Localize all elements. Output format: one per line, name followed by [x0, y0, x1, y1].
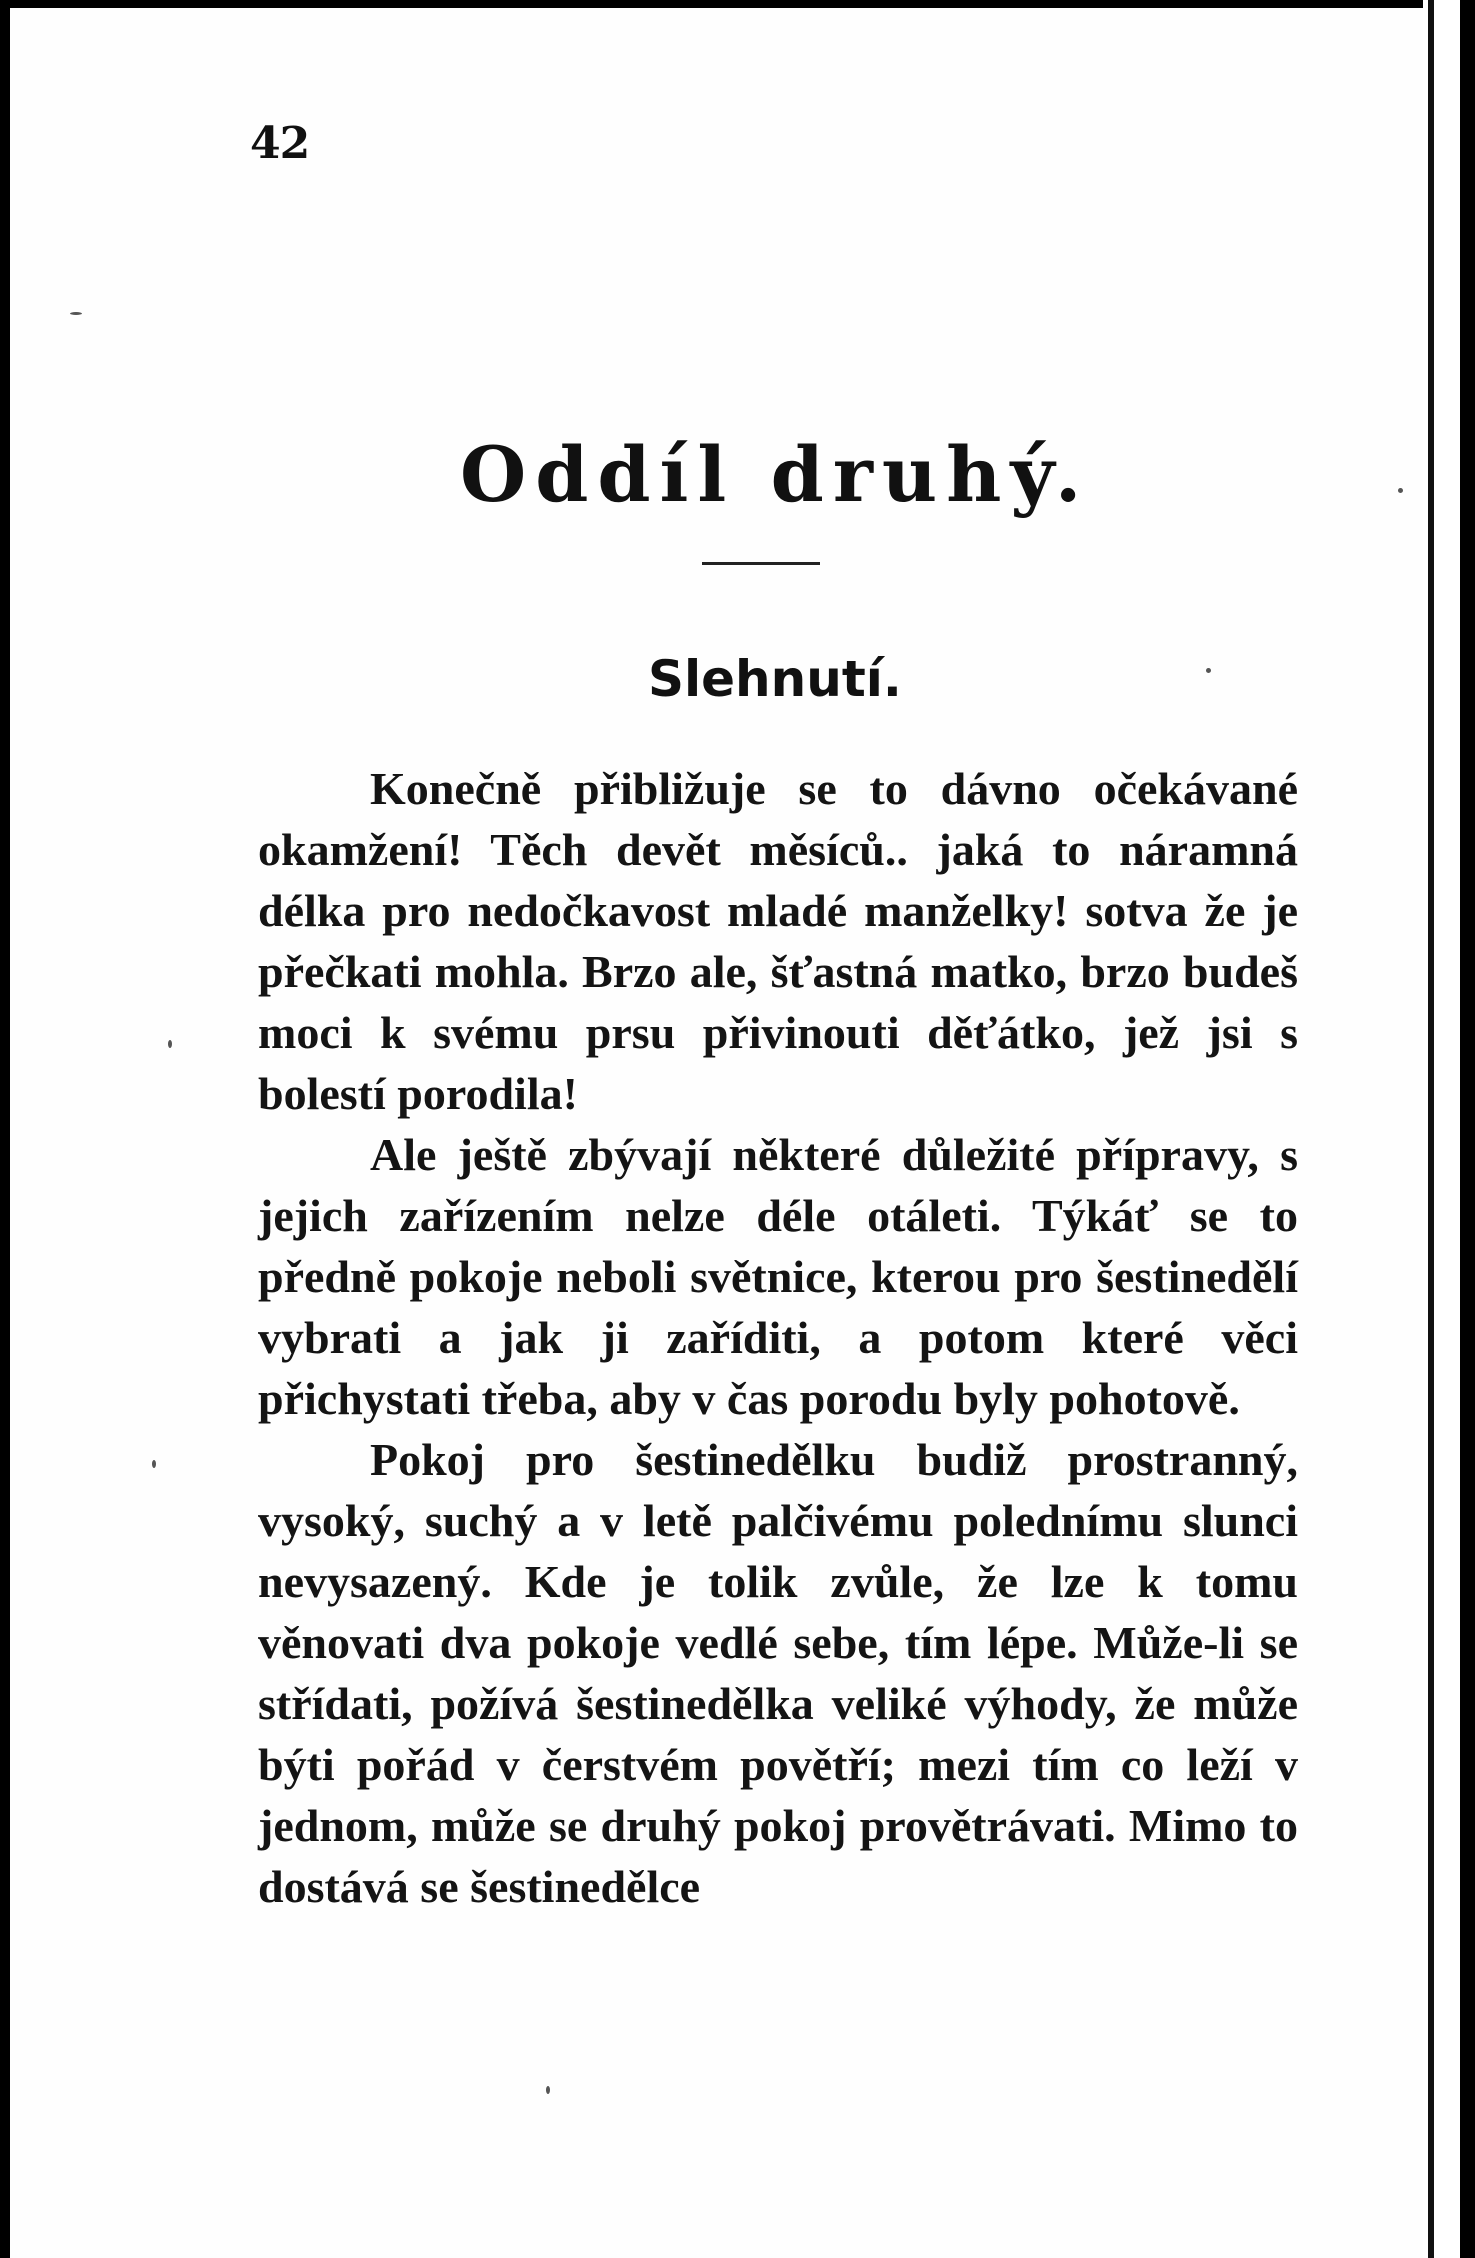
body-text: [258, 758, 1298, 1917]
scan-speck: [168, 1040, 172, 1048]
paragraph-1: Konečně přibližuje se to dávno očekávané okamžení! Těch devět měsíců.. jaká to náramná délka pro nedočkavost mladé manželky! sotva že je přečkati mohla. Brzo ale, šťastná matko, brzo budeš moci k svému prsu přivinouti děťátko, jež jsi s bolestí porodila!: [258, 763, 1298, 1119]
paragraph-3: Pokoj pro šestinedělku budiž prostranný, vysoký, suchý a v letě palčivému polednímu slunci nevysazený. Kde je tolik zvůle, že lze k tomu věnovati dva pokoje vedlé sebe, tím lépe. Může-li se střídati, požívá šestinedělka veliké výhody, že může býti pořád v čerstvém povětří; mezi tím co leží v jednom, může se druhý pokoj provětrávati. Mimo to dostává se šestinedělce: [258, 1434, 1298, 1912]
scan-speck: [1398, 488, 1403, 493]
title-divider-rule: [702, 562, 820, 565]
chapter-title: Slehnutí.: [648, 650, 902, 708]
paragraph-2: Ale ještě zbývají některé důležité přípravy, s jejich zařízením nelze déle otáleti. Týkáť se to předně pokoje neboli světnice, kterou pro šestinedělí vybrati a jak ji zaříditi, a potom které věci přichystati třeba, aby v čas porodu byly pohotově.: [258, 1129, 1298, 1424]
scan-speck: [546, 2086, 550, 2094]
scan-speck: [70, 312, 82, 315]
section-title: Oddíl druhý.: [460, 430, 1091, 519]
scan-speck: [152, 1460, 156, 1468]
scan-speck: [1206, 668, 1211, 673]
page-number: 42: [250, 118, 310, 169]
binding-edge-line: [1428, 0, 1434, 2258]
binding-shadow: [1460, 0, 1475, 2258]
